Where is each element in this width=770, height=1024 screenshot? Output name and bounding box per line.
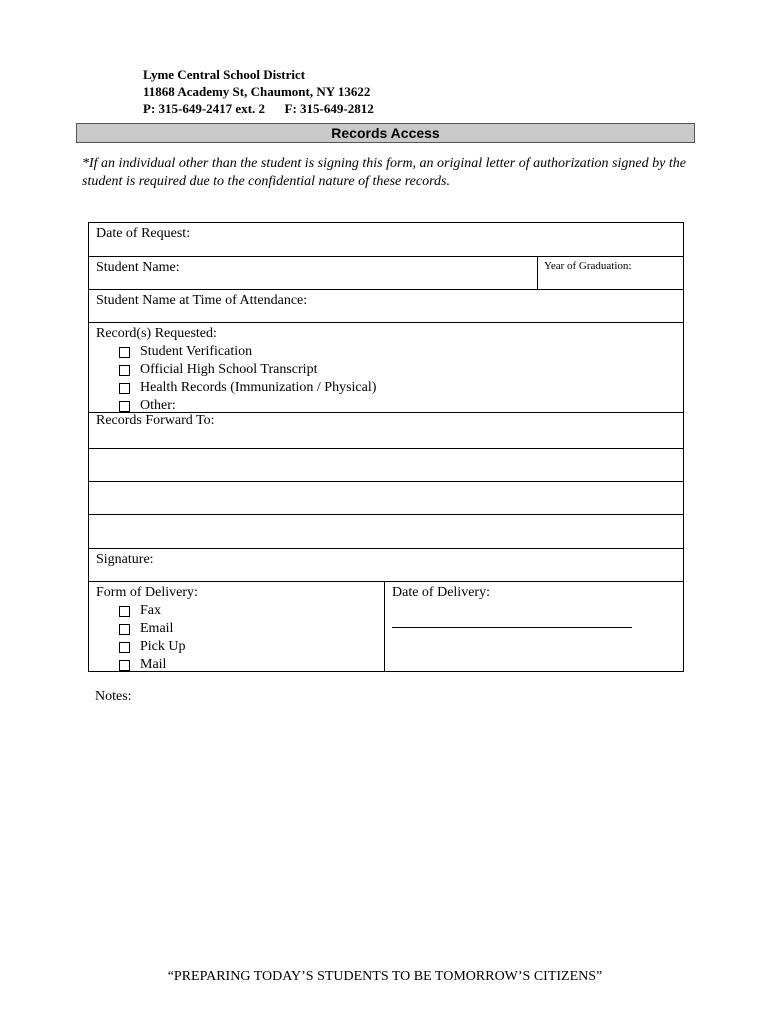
contact-line: [143, 100, 374, 117]
checkbox-icon[interactable]: [119, 624, 130, 635]
delivery-email[interactable]: Email: [96, 620, 377, 638]
option-health-records[interactable]: Health Records (Immunization / Physical): [96, 379, 676, 397]
checkbox-icon[interactable]: [119, 401, 130, 412]
option-student-verification[interactable]: Student Verification: [96, 343, 676, 361]
fax-number: F: 315-649-2812: [284, 101, 374, 116]
delivery-row: [89, 582, 683, 671]
option-other[interactable]: Other:: [96, 397, 676, 415]
date-of-delivery-cell: [385, 582, 683, 671]
date-of-delivery-line[interactable]: [392, 627, 632, 628]
form-of-delivery-label: Form of Delivery:: [96, 585, 198, 600]
checkbox-icon[interactable]: [119, 606, 130, 617]
checkbox-icon[interactable]: [119, 642, 130, 653]
form-of-delivery-cell: [89, 582, 385, 671]
option-transcript[interactable]: Official High School Transcript: [96, 361, 676, 379]
district-address: 11868 Academy St, Chaumont, NY 13622: [143, 84, 371, 99]
checkbox-icon[interactable]: [119, 660, 130, 671]
records-forward-label: Records Forward To:: [96, 413, 215, 428]
authorization-notice: *If an individual other than the student is signing this form, an original letter of authorization signed by the student is required due to the confidential nature of these records.: [82, 156, 686, 189]
delivery-mail[interactable]: Mail: [96, 656, 377, 674]
checkbox-icon[interactable]: [119, 365, 130, 376]
checkbox-icon[interactable]: [119, 347, 130, 358]
date-of-request-row[interactable]: [89, 223, 683, 257]
phone-number: P: 315-649-2417 ext. 2: [143, 101, 266, 116]
forward-address-line-3[interactable]: [89, 515, 683, 549]
forward-address-line-1[interactable]: [89, 449, 683, 482]
student-name-attendance-label: Student Name at Time of Attendance:: [96, 293, 308, 308]
district-name: Lyme Central School District: [143, 67, 306, 82]
student-name-attendance-row[interactable]: [89, 290, 683, 323]
records-requested-row: [89, 323, 683, 413]
other-blank-line[interactable]: [180, 400, 458, 413]
signature-label: Signature:: [96, 552, 154, 567]
delivery-pickup[interactable]: Pick Up: [96, 638, 377, 656]
letterhead: [143, 66, 374, 117]
records-request-form: [88, 222, 684, 672]
footer-motto: “PREPARING TODAY’S STUDENTS TO BE TOMORROW’S CITIZENS”: [167, 969, 603, 984]
date-of-delivery-label: Date of Delivery:: [392, 585, 490, 600]
signature-row[interactable]: [89, 549, 683, 582]
records-requested-label: Record(s) Requested:: [96, 326, 217, 341]
forward-address-line-2[interactable]: [89, 482, 683, 515]
year-of-graduation-cell[interactable]: [537, 257, 683, 289]
student-name-row[interactable]: [89, 257, 683, 290]
checkbox-icon[interactable]: [119, 383, 130, 394]
notes-label: Notes:: [95, 689, 132, 704]
records-forward-row[interactable]: [89, 413, 683, 449]
delivery-fax[interactable]: Fax: [96, 602, 377, 620]
date-of-request-label: Date of Request:: [96, 226, 191, 241]
year-of-graduation-label: Year of Graduation:: [544, 260, 632, 272]
form-title: Records Access: [76, 123, 695, 143]
student-name-label: Student Name:: [96, 260, 180, 275]
